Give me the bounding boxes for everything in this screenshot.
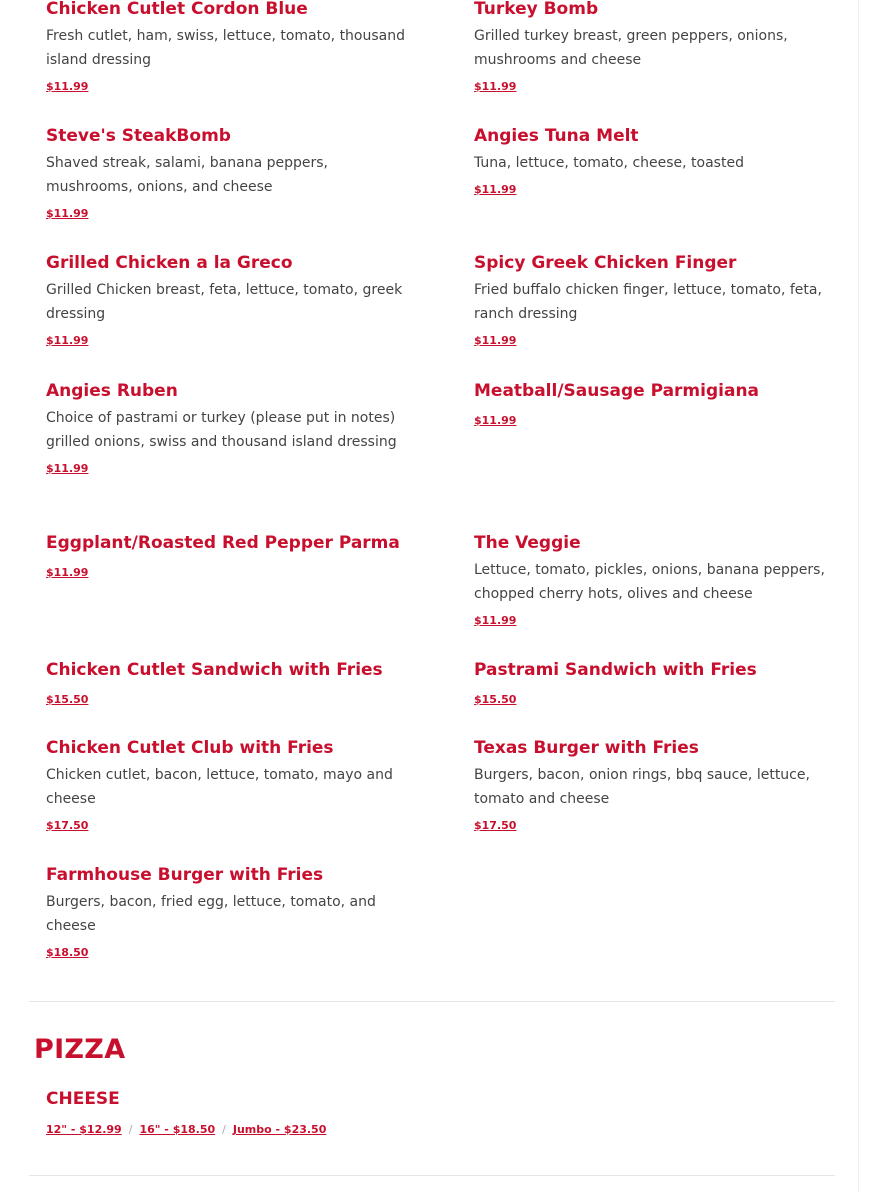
item-name[interactable]: Spicy Greek Chicken Finger (474, 253, 737, 273)
menu-item[interactable] (474, 660, 836, 708)
menu-item[interactable] (46, 660, 406, 708)
menu-item[interactable] (474, 0, 836, 95)
item-description: Chicken cutlet, bacon, lettuce, tomato, mayo and cheese (46, 767, 393, 807)
menu-item[interactable] (474, 533, 844, 629)
menu-item[interactable] (46, 0, 406, 95)
menu-item[interactable] (46, 738, 406, 834)
item-name[interactable]: Chicken Cutlet Club with Fries (46, 738, 334, 758)
item-name[interactable]: Angies Ruben (46, 381, 178, 401)
menu-item[interactable] (474, 126, 836, 198)
item-name[interactable]: Farmhouse Burger with Fries (46, 865, 324, 885)
item-name[interactable]: Chicken Cutlet Sandwich with Fries (46, 660, 383, 680)
item-name[interactable]: Meatball/Sausage Parmigiana (474, 381, 760, 401)
menu-item[interactable] (474, 738, 836, 834)
section-title-pizza: PIZZA (34, 1034, 126, 1065)
item-description: Burgers, bacon, fried egg, lettuce, tomato, and cheese (46, 894, 376, 934)
menu-item[interactable] (46, 533, 406, 581)
item-name[interactable]: Pastrami Sandwich with Fries (474, 660, 757, 680)
section-divider (29, 1001, 835, 1002)
section-divider (29, 1175, 835, 1176)
item-price[interactable]: $15.50 (474, 693, 517, 706)
scroll-edge (858, 0, 859, 1192)
item-price[interactable]: $11.99 (474, 183, 517, 196)
item-price[interactable]: $17.50 (46, 819, 89, 832)
item-description: Shaved streak, salami, banana peppers, mushrooms, onions, and cheese (46, 155, 328, 195)
item-description: Grilled turkey breast, green peppers, onions, mushrooms and cheese (474, 28, 788, 68)
item-name[interactable]: The Veggie (474, 533, 581, 553)
menu-item[interactable] (46, 381, 406, 477)
item-price[interactable]: $11.99 (46, 334, 89, 347)
item-name[interactable]: Texas Burger with Fries (474, 738, 699, 758)
item-name[interactable]: CHEESE (46, 1089, 120, 1109)
item-description: Tuna, lettuce, tomato, cheese, toasted (474, 155, 744, 171)
item-price[interactable]: $15.50 (46, 693, 89, 706)
item-name[interactable]: Angies Tuna Melt (474, 126, 639, 146)
item-price[interactable]: $11.99 (474, 80, 517, 93)
size-options (46, 1122, 326, 1138)
item-price[interactable]: $18.50 (46, 946, 89, 959)
menu-item[interactable] (46, 865, 406, 961)
menu-item[interactable] (474, 381, 836, 429)
item-name[interactable]: Eggplant/Roasted Red Pepper Parma (46, 533, 400, 553)
menu-item[interactable] (474, 253, 836, 349)
item-name[interactable]: Chicken Cutlet Cordon Blue (46, 0, 308, 19)
item-price[interactable]: $17.50 (474, 819, 517, 832)
item-price[interactable]: $11.99 (46, 462, 89, 475)
item-name[interactable]: Steve's SteakBomb (46, 126, 231, 146)
item-description: Grilled Chicken breast, feta, lettuce, tomato, greek dressing (46, 282, 403, 322)
size-option-jumbo[interactable]: Jumbo - $23.50 (232, 1123, 327, 1136)
item-description: Choice of pastrami or turkey (please put in notes) grilled onions, swiss and thousand island dressing (46, 410, 397, 450)
item-price[interactable]: $11.99 (474, 414, 517, 427)
menu-item[interactable] (46, 126, 406, 222)
item-description: Burgers, bacon, onion rings, bbq sauce, lettuce, tomato and cheese (474, 767, 810, 807)
size-separator: / (222, 1123, 226, 1136)
item-price[interactable]: $11.99 (46, 566, 89, 579)
item-description: Fresh cutlet, ham, swiss, lettuce, tomato, thousand island dressing (46, 28, 406, 68)
menu-item[interactable] (46, 253, 406, 349)
size-option-12[interactable]: 12" - $12.99 (46, 1123, 122, 1136)
item-description: Fried buffalo chicken finger, lettuce, tomato, feta, ranch dressing (474, 282, 822, 322)
item-name[interactable]: Grilled Chicken a la Greco (46, 253, 293, 273)
size-separator: / (128, 1123, 133, 1136)
size-option-16[interactable]: 16" - $18.50 (139, 1123, 216, 1136)
item-price[interactable]: $11.99 (474, 334, 517, 347)
item-name[interactable]: Turkey Bomb (474, 0, 599, 19)
item-price[interactable]: $11.99 (46, 207, 89, 220)
item-price[interactable]: $11.99 (46, 80, 89, 93)
item-price[interactable]: $11.99 (474, 614, 517, 627)
item-description: Lettuce, tomato, pickles, onions, banana peppers, chopped cherry hots, olives and cheese (474, 562, 825, 602)
